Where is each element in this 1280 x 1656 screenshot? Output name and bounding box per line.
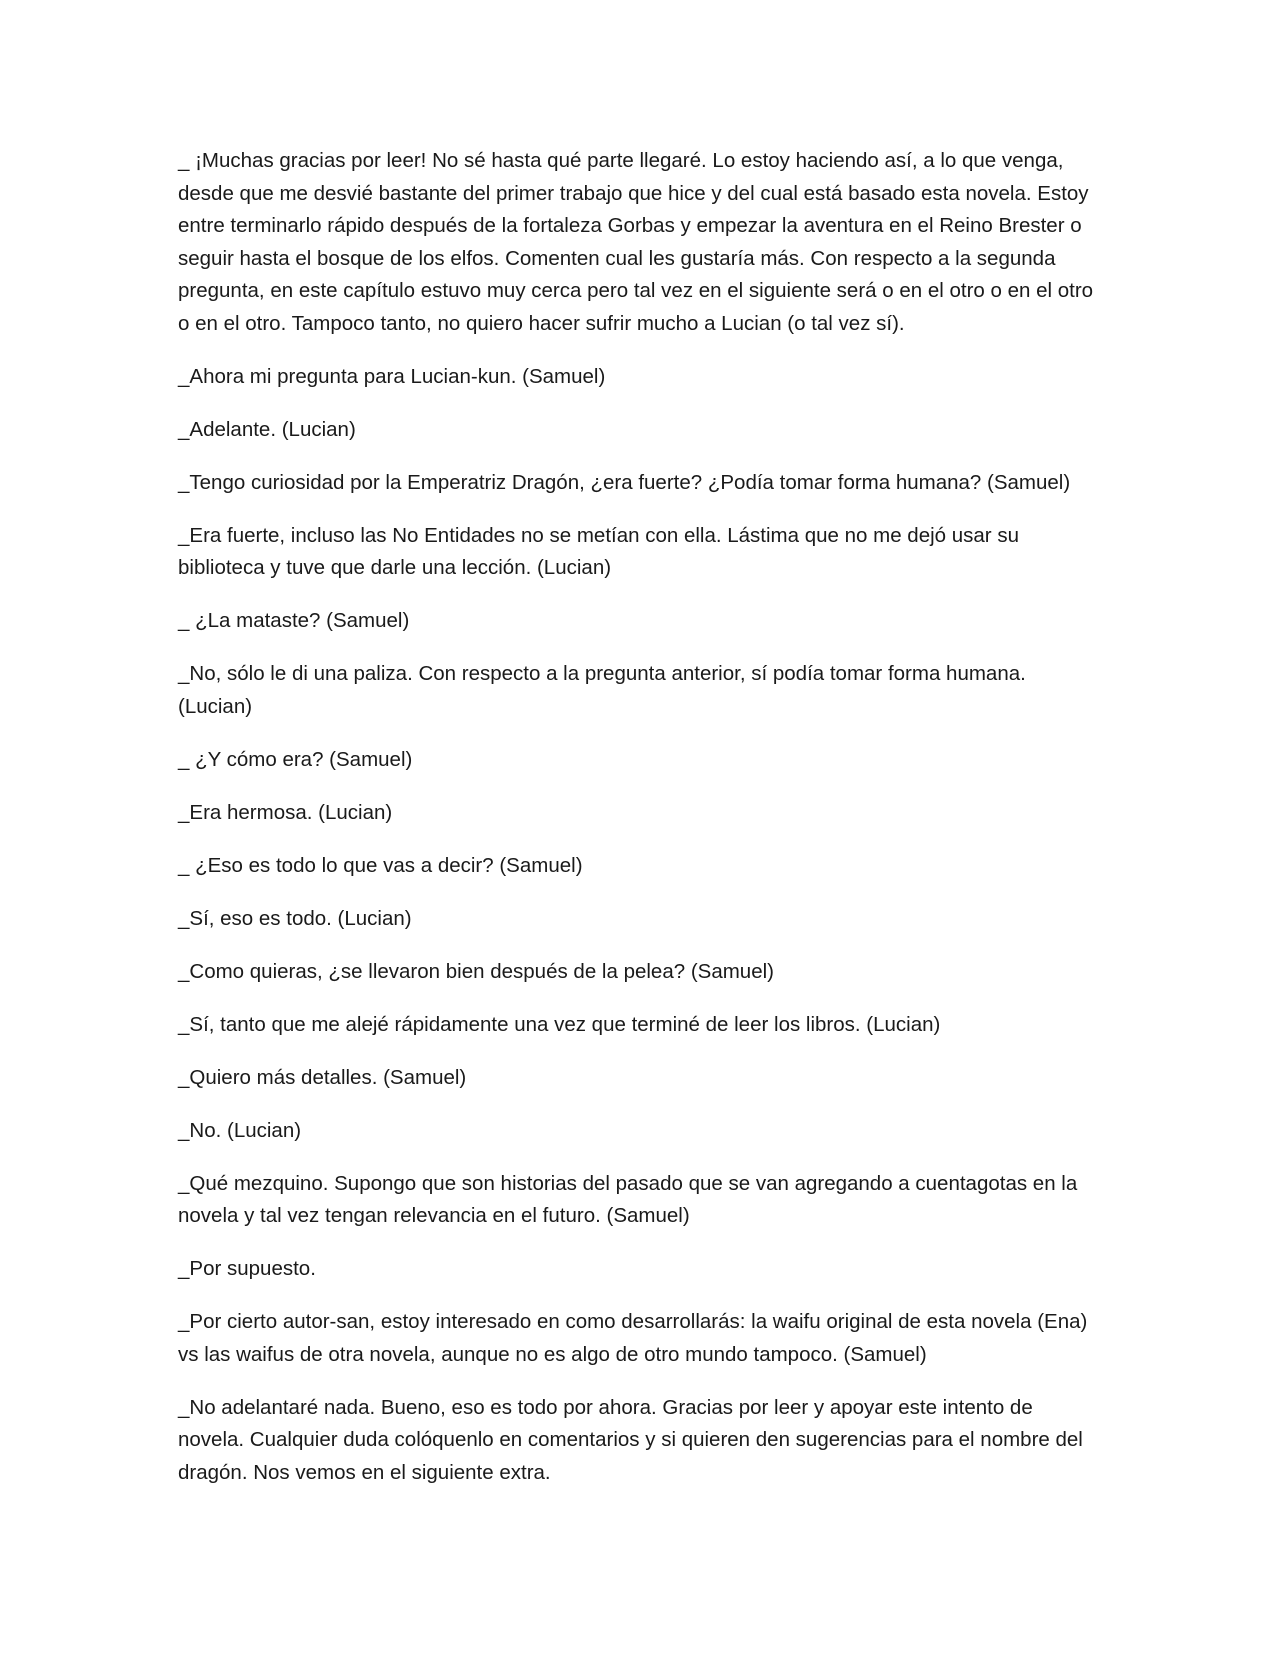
- dialogue-line: _ ¿Y cómo era? (Samuel): [178, 747, 413, 771]
- author-note-paragraph: _ ¡Muchas gracias por leer! No sé hasta qué parte llegaré. Lo estoy haciendo así, a lo que venga, desde que me desvié bastante del primer trabajo que hice y del cual está basado esta novela. Estoy entre terminarlo rápido después de la fortaleza Gorbas y empezar la aventura en el Reino Brester o seguir hasta el bosque de los elfos. Comenten cual les gustaría más. Con respecto a la segunda pregunta, en este capítulo estuvo muy cerca pero tal vez en el siguiente será o en el otro o en el otro o en el otro. Tampoco tanto, no quiero hacer sufrir mucho a Lucian (o tal vez sí).: [178, 149, 1094, 335]
- document-page: [178, 145, 1098, 1510]
- dialogue-line: _Quiero más detalles. (Samuel): [178, 1065, 467, 1089]
- dialogue-line: _Como quieras, ¿se llevaron bien después de la pelea? (Samuel): [178, 959, 774, 983]
- dialogue-line: _Ahora mi pregunta para Lucian-kun. (Samuel): [178, 364, 606, 388]
- dialogue-line: _No, sólo le di una paliza. Con respecto a la pregunta anterior, sí podía tomar forma humana. (Lucian): [178, 662, 1026, 718]
- dialogue-line: _Adelante. (Lucian): [178, 417, 356, 441]
- dialogue-line: _ ¿La mataste? (Samuel): [178, 609, 410, 632]
- dialogue-line: _Por cierto autor-san, estoy interesado en como desarrollarás: la waifu original de esta novela (Ena) vs las waifus de otra novela, aunque no es algo de otro mundo tampoco. (Samuel): [178, 1310, 1088, 1366]
- dialogue-line: _Tengo curiosidad por la Emperatriz Dragón, ¿era fuerte? ¿Podía tomar forma humana? (Samuel): [178, 470, 1071, 494]
- dialogue-line: _Por supuesto.: [178, 1257, 316, 1280]
- dialogue-line: _Sí, tanto que me alejé rápidamente una vez que terminé de leer los libros. (Lucian): [178, 1012, 941, 1036]
- dialogue-line: _No. (Lucian): [178, 1118, 302, 1142]
- closing-paragraph: _No adelantaré nada. Bueno, eso es todo por ahora. Gracias por leer y apoyar este intento de novela. Cualquier duda colóquenlo en comentarios y si quieren den sugerencias para el nombre del dragón. Nos vemos en el siguiente extra.: [178, 1395, 1083, 1484]
- dialogue-line: _Qué mezquino. Supongo que son historias del pasado que se van agregando a cuentagotas en la novela y tal vez tengan relevancia en el futuro. (Samuel): [178, 1171, 1078, 1227]
- dialogue-line: _ ¿Eso es todo lo que vas a decir? (Samuel): [178, 853, 583, 877]
- dialogue-line: _Era fuerte, incluso las No Entidades no se metían con ella. Lástima que no me dejó usar su biblioteca y tuve que darle una lección. (Lucian): [178, 523, 1019, 579]
- dialogue-line: _Era hermosa. (Lucian): [178, 800, 393, 824]
- dialogue-line: _Sí, eso es todo. (Lucian): [178, 906, 412, 930]
